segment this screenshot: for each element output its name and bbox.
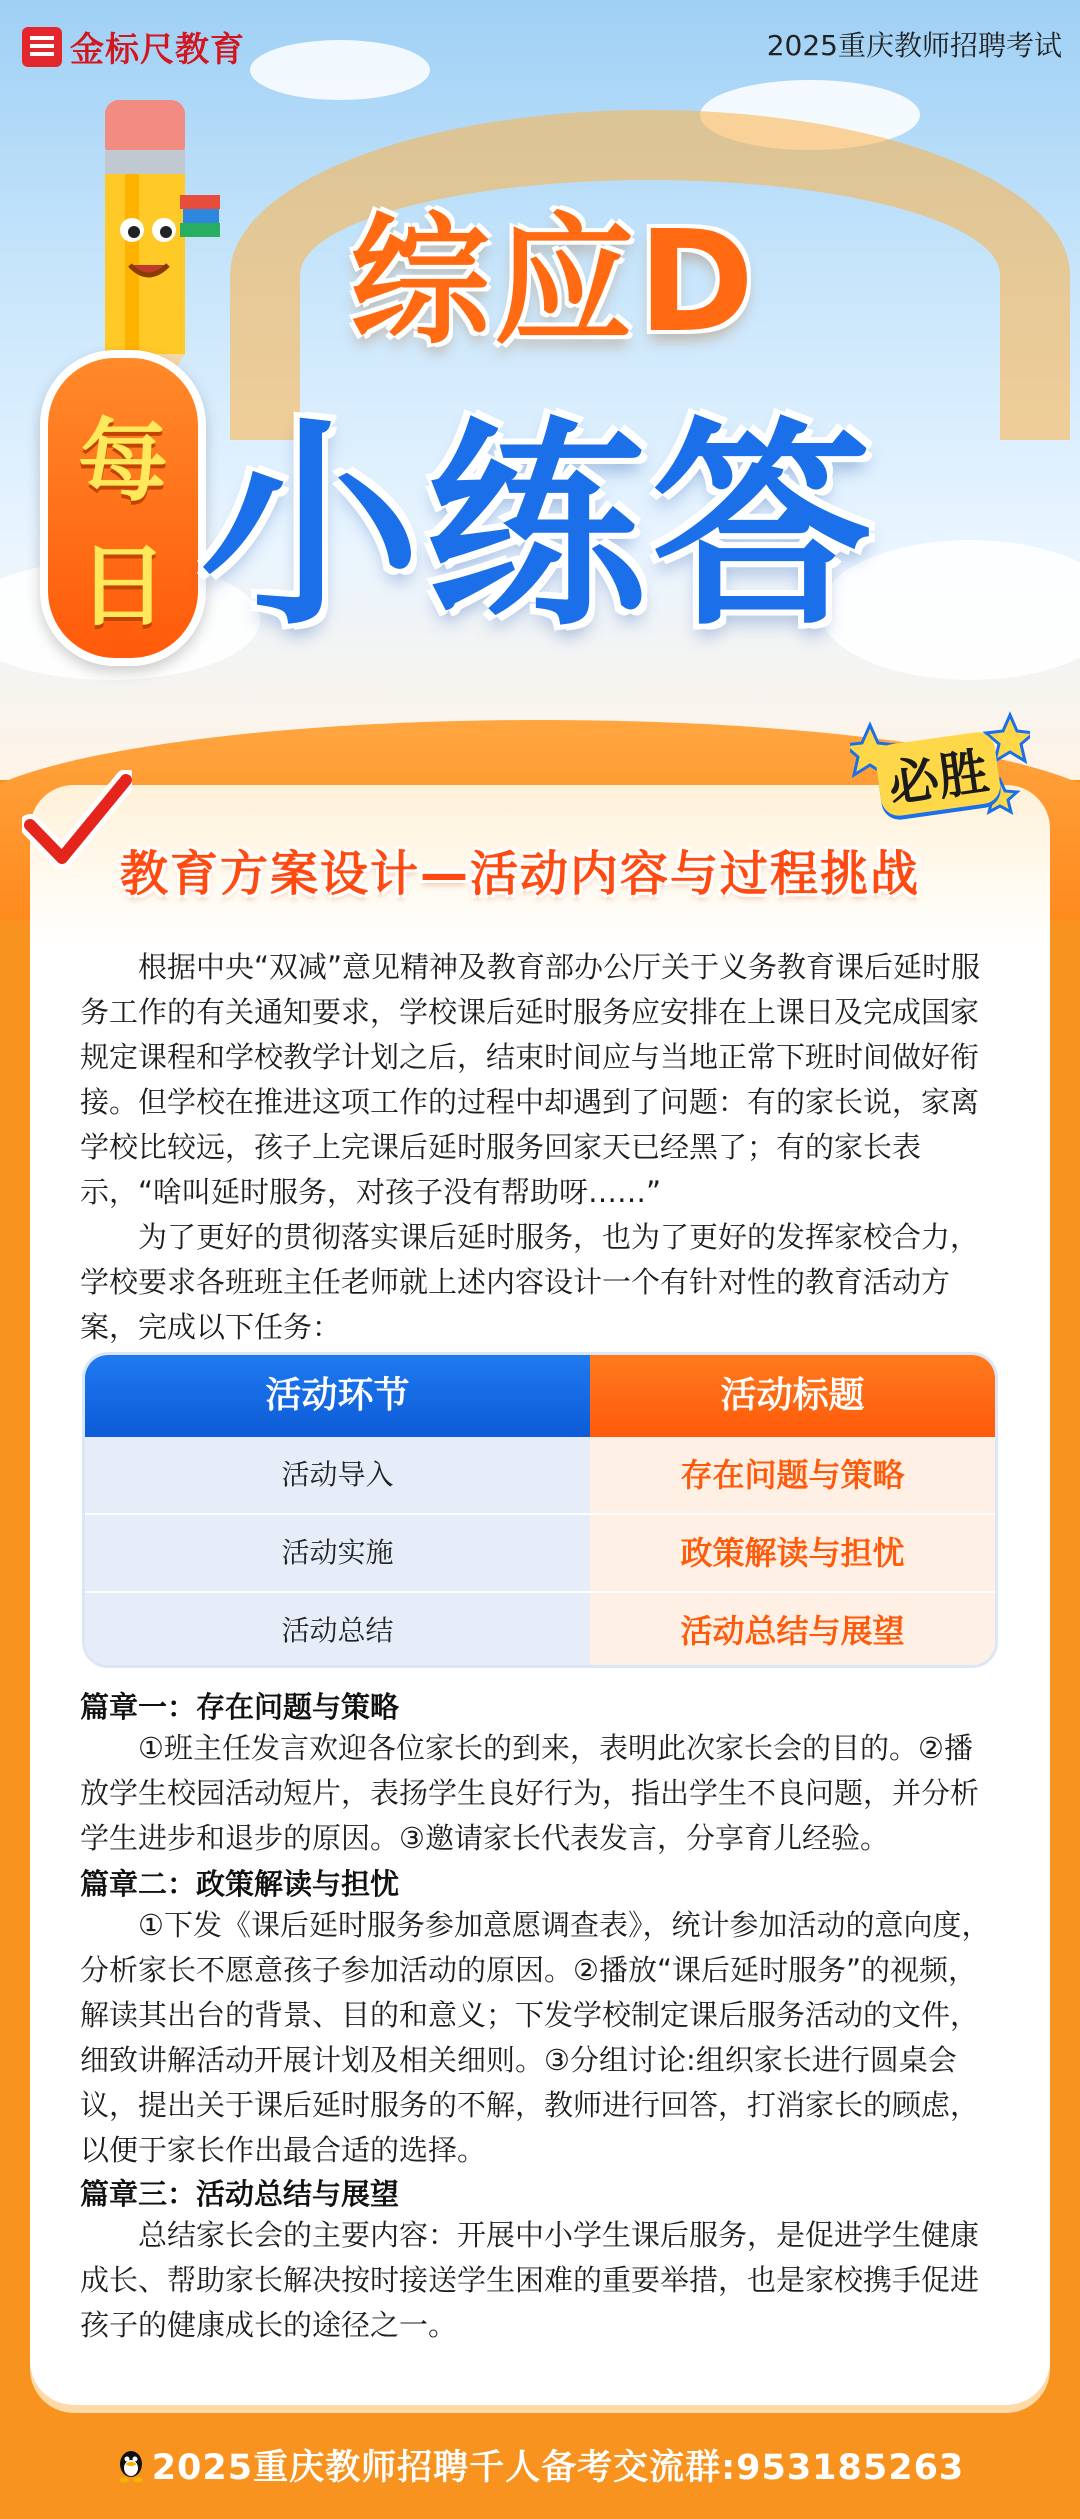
main-title: 小练答 [200,399,879,655]
subject-title: 综应D [350,201,759,364]
chapter-body: ①下发《课后延时服务参加意愿调查表》，统计参加活动的意向度，分析家长不愿意孩子参加活动的原因。②播放“课后延时服务”的视频，解读其出台的背景、目的和意义；下发学校制定课后服务活动的文件，细致讲解活动开展计划及相关细则。③分组讨论:组织家长进行圆桌会议，提出关于课后延时服务的不解，教师进行回答，打消家长的顾虑，以便于家长作出最合适的选择。 [80,1908,991,2167]
exam-label: 2025重庆教师招聘考试 [766,29,1062,62]
qq-penguin-icon [116,2449,146,2483]
table-cell-title: 政策解读与担忧 [590,1515,995,1591]
win-badge-text: 必胜 [874,730,1003,818]
footer-group-info [0,2440,1080,2490]
intro-paragraph-1: 根据中央“双减”意见精神及教育部办公厅关于义务教育课后延时服务工作的有关通知要求，学校课后延时服务应安排在上课日及完成国家规定课程和学校教学计划之后，结束时间应与当地正常下班时间做好衔接。 [80,950,981,1119]
daily-char-1: 每 [78,409,168,514]
activity-table [82,1352,998,1668]
chapter-heading: 篇章三：活动总结与展望 [80,2177,400,2211]
chapter-body: 总结家长会的主要内容：开展中小学生课后服务，是促进学生健康成长、帮助家长解决按时接送学生困难的重要举措，也是家校携手促进孩子的健康成长的途径之一。 [80,2218,980,2342]
intro-paragraph-3: 为了更好的贯彻落实课后延时服务，也为了更好的发挥家校合力，学校要求各班班主任老师就上述内容设计一个有针对性的教育活动方案，完成以下任务： [80,1220,980,1344]
intro-paragraph-2: 但学校在推进这项工作的过程中却遇到了问题：有的家长说，家离学校比较远，孩子上完课后延时服务回家天已经黑了；有的家长表示，“啥叫延时服务，对孩子没有帮助呀……” [80,1085,980,1209]
table-header-title: 活动标题 [590,1355,995,1437]
check-mark-icon [22,770,132,870]
brand-logo [22,22,245,71]
hero-banner [0,0,1080,780]
daily-badge [40,350,206,666]
table-cell-stage: 活动实施 [85,1515,590,1591]
footer-text: 2025重庆教师招聘千人备考交流群:953185263 [151,2448,965,2488]
table-cell-stage: 活动总结 [85,1593,590,1668]
section-title: 教育方案设计—活动内容与过程挑战 [120,846,921,902]
chapter-heading: 篇章二：政策解读与担忧 [80,1867,400,1901]
cloud-decoration [250,40,430,100]
chapter-heading: 篇章一：存在问题与策略 [80,1690,400,1724]
logo-text: 金标尺教育 [70,30,245,70]
daily-char-2: 日 [78,534,168,639]
table-header-stage: 活动环节 [85,1355,590,1437]
table-cell-title: 存在问题与策略 [590,1437,995,1513]
table-cell-stage: 活动导入 [85,1437,590,1513]
logo-icon [22,27,62,67]
chapter-body: ①班主任发言欢迎各位家长的到来，表明此次家长会的目的。②播放学生校园活动短片，表扬学生良好行为，指出学生不良问题，并分析学生进步和退步的原因。③邀请家长代表发言，分享育儿经验。 [80,1731,980,1855]
table-cell-title: 活动总结与展望 [590,1593,995,1668]
